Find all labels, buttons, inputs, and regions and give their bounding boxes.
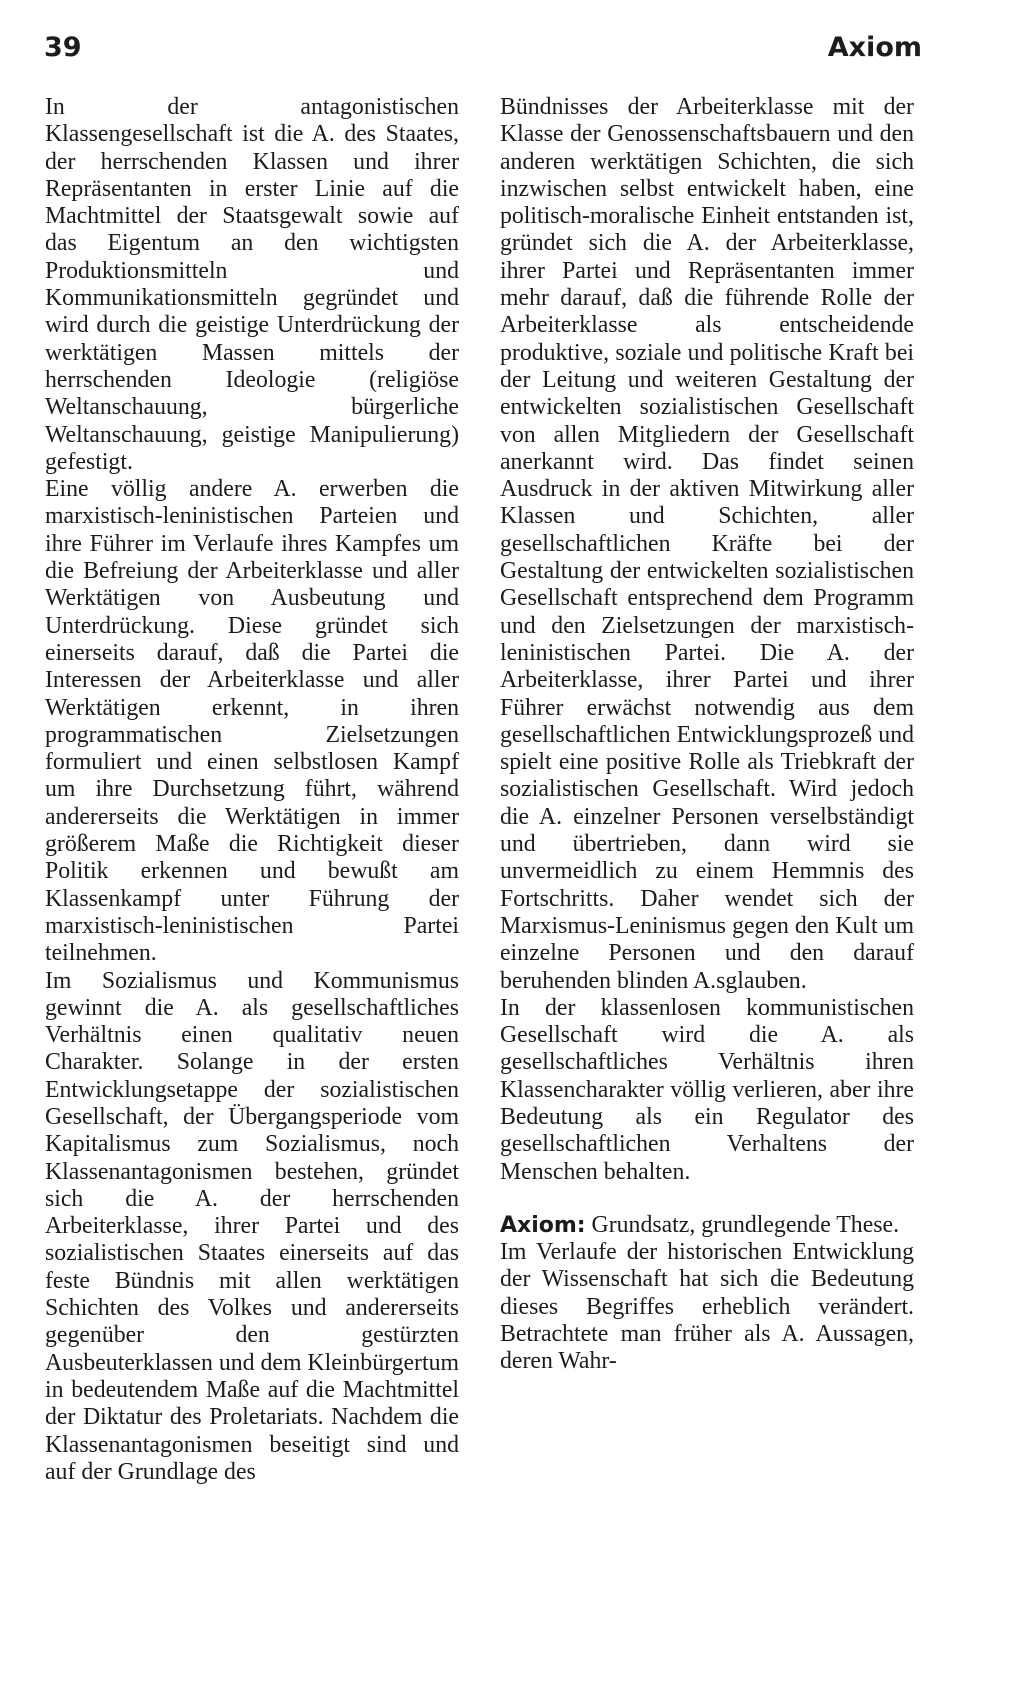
paragraph: Bündnisses der Arbeiterklasse mit der Klasse der Genossenschaftsbauern und den anderen werktätigen Schichten, die sich inzwischen selbst entwickelt haben, eine politisch-moralische Einheit entstanden ist, gründet sich die A. der Arbeiterklasse, ihrer Partei und Repräsentanten immer mehr darauf, daß die führende Rolle der Arbeiterklasse als entscheidende produktive, soziale und politische Kraft bei der Leitung und weiteren Gestaltung der entwickelten sozialistischen Gesellschaft von allen Mitgliedern der Gesellschaft anerkannt wird. Das findet seinen Ausdruck in der aktiven Mitwirkung aller Klassen und Schichten, aller gesellschaftlichen Kräfte bei der Gestaltung der entwickelten sozialistischen Gesellschaft entsprechend dem Programm und den Zielsetzungen der marxistisch-leninistischen Partei. Die A. der Arbeiterklasse, ihrer Partei und ihrer Führer erwächst notwendig aus dem gesellschaftlichen Entwicklungsprozeß und spielt eine positive Rolle als Triebkraft der sozialistischen Gesellschaft. Wird jedoch die A. einzelner Personen verselbständigt und übertrieben, dann wird sie unvermeidlich zu einem Hemmnis des Fortschritts. Daher wendet sich der Marxismus-Leninismus gegen den Kult um einzelne Personen und den darauf beruhenden blinden A.sglauben. xyxy=(500,94,914,994)
paragraph: Eine völlig andere A. erwerben die marxistisch-leninistischen Parteien und ihre Führer im Verlaufe ihres Kampfes um die Befreiung der Arbeiterklasse und aller Werktätigen von Ausbeutung und Unterdrückung. Diese gründet sich einerseits darauf, daß die Partei die Interessen der Arbeiterklasse und aller Werktätigen erkennt, in ihren programmatischen Zielsetzungen formuliert und einen selbstlosen Kampf um ihre Durchsetzung führt, während andererseits die Werktätigen in immer größerem Maße die Richtigkeit dieser Politik erkennen und bewußt am Klassenkampf unter Führung der marxistisch-leninistischen Partei teilnehmen. xyxy=(45,476,459,967)
paragraph: In der klassenlosen kommunistischen Gesellschaft wird die A. als gesellschaftliches Verhältnis ihren Klassencharakter völlig verlieren, aber ihre Bedeutung als ein Regulator des gesellschaftlichen Verhaltens der Menschen behalten. xyxy=(500,994,914,1185)
right-column xyxy=(500,94,914,1376)
paragraph: Im Verlaufe der historischen Entwicklung der Wissenschaft hat sich die Bedeutung dieses Begriffes erheblich verändert. Betrachtete man früher als A. Aussagen, deren Wahr- xyxy=(500,1239,914,1375)
page-number: 39 xyxy=(44,32,82,63)
entry-headword: Axiom: xyxy=(500,1212,586,1238)
paragraph: Im Sozialismus und Kommunismus gewinnt die A. als gesellschaftliches Verhältnis einen qualitativ neuen Charakter. Solange in der ersten Entwicklungsetappe der sozialistischen Gesellschaft, der Übergangsperiode vom Kapitalismus zum Sozialismus, noch Klassenantagonismen bestehen, gründet sich die A. der herrschenden Arbeiterklasse, ihrer Partei und des sozialistischen Staates einerseits auf das feste Bündnis mit allen werktätigen Schichten des Volkes und andererseits gegenüber den gestürzten Ausbeuterklassen und dem Kleinbürgertum in bedeutendem Maße auf die Machtmittel der Diktatur des Proletariats. Nachdem die Klassenantagonismen beseitigt sind und auf der Grundlage des xyxy=(45,967,459,1485)
dictionary-entry xyxy=(500,1212,914,1239)
left-column xyxy=(45,94,459,1486)
entry-definition: Grundsatz, grundlegende These. xyxy=(585,1211,900,1238)
paragraph: In der antagonistischen Klassengesellschaft ist die A. des Staates, der herrschenden Klassen und ihrer Repräsentanten in erster Linie auf die Machtmittel der Staatsgewalt sowie auf das Eigentum an den wichtigsten Produktionsmitteln und Kommunikationsmitteln gegründet und wird durch die geistige Unterdrückung der werktätigen Massen mittels der herrschenden Ideologie (religiöse Weltanschauung, bürgerliche Weltanschauung, geistige Manipulierung) gefestigt. xyxy=(45,94,459,475)
running-head: Axiom xyxy=(827,32,922,63)
